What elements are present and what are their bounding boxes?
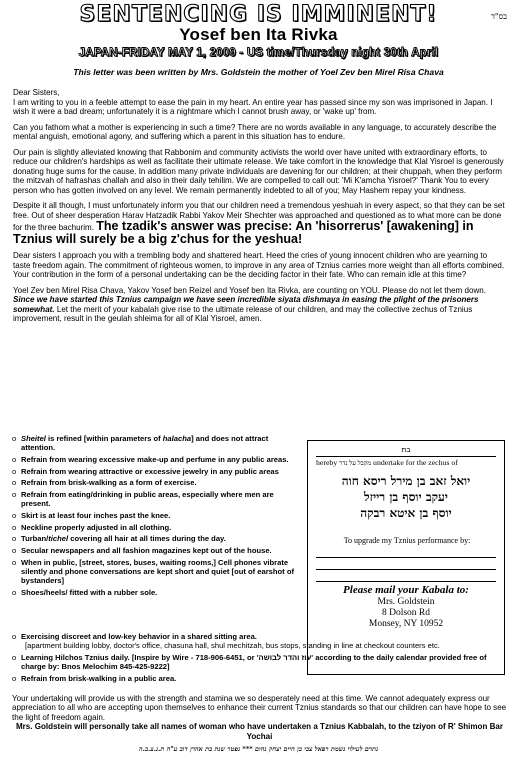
paragraph-1: I am writing to you in a feeble attempt to ease the pain in my heart. An entire year has passed since my son was imprisoned in Japan. I wish it were a bad dream; unfortunately it is a nightmare which I cannot brush away, or 'wake up' from.	[13, 97, 493, 116]
headline: SENTENCING IS IMMINENT!	[79, 2, 438, 27]
bas-label: בת	[401, 447, 411, 454]
item-tail: ] and does not attract attention.	[21, 434, 269, 453]
circle-bullet-icon: o	[12, 652, 17, 662]
prisoner-names-hebrew	[308, 473, 504, 521]
circle-bullet-icon: o	[12, 478, 17, 488]
mailing-address	[308, 584, 504, 630]
mail-title: Please mail your Kabala to:	[343, 584, 469, 596]
circle-bullet-icon: o	[12, 534, 17, 544]
bsd-mark: בס"ד	[491, 12, 507, 21]
item-text: Exercising discreet and low-key behavior in a shared sitting area.	[21, 632, 257, 641]
kabbalah-form	[307, 440, 505, 675]
item-text: Refrain from brisk-walking as a form of exercise.	[21, 478, 197, 488]
item-text: Refrain from brisk-walking in a public area.	[21, 673, 177, 683]
letter-body	[13, 88, 505, 330]
upgrade-field[interactable]	[316, 581, 496, 582]
item-text: When in public, [street, stores, buses, waiting rooms,] Cell phones vibrate silently and phone conversations are kept short and quiet [out of earshot of bystanders]	[21, 557, 294, 586]
prisoner-name: Yosef ben Ita Rivka	[179, 25, 338, 44]
circle-bullet-icon: o	[12, 673, 17, 683]
address-line: Mrs. Goldstein	[377, 597, 435, 607]
item-text: Learning Hilchos Tznius daily. [Inspire by Wire - 718-906-6451, or 'עוז והדר לבושה' according to the daily calendar provided free of charge by: Bnos Melochim 845-425-9222]	[21, 652, 487, 672]
circle-bullet-icon: o	[12, 510, 17, 520]
circle-bullet-icon: o	[12, 434, 17, 443]
item-italic: tichel	[48, 534, 69, 544]
item-lead: Sheitel	[21, 434, 46, 443]
address-line: 8 Dolson Rd	[381, 608, 431, 618]
hereby-prefix: hereby	[316, 458, 338, 467]
paragraph-4	[13, 201, 505, 245]
item-text: Refrain from eating/drinking in public areas, especially where men are present.	[21, 490, 274, 509]
paragraph-3: Our pain is slightly alleviated knowing that Rabbonim and community activists the world over have united with extraordinary efforts, to reduce our children's hardships as well as facilitate their ultimate release. We take comfort in the knowledge that Klal Yisroel is generously donating huge sums for the cause. In addition many private individuals are davening for our children; at their chuppah, when they perform the mitzvah of hafrashas challah and also in their daily tehilim. We are compelled to call out: 'Mi K'amcha Yisroel?' Thank You to every person who has gotten involved on any level. We remain permanently indebted to all of you; May Hashem repay your kindness.	[13, 147, 504, 195]
hereby-hebrew: מקבל על נדר	[339, 460, 372, 467]
greeting: Dear Sisters,	[13, 88, 60, 97]
tznius-checklist	[12, 434, 302, 600]
list-item	[12, 558, 302, 586]
upgrade-field[interactable]	[316, 569, 496, 570]
hebrew-name: יעקב יוסף בן רייזל	[364, 490, 448, 504]
item-text: Shoes/heels/ fitted with a rubber sole.	[21, 587, 158, 597]
tzadik-answer: The tzadik's answer was precise: An 'hisorrerus' [awakening] in Tznius will surely be a big z'chus for the yeshua!	[13, 219, 474, 246]
circle-bullet-icon: o	[12, 466, 17, 476]
item-text: Neckline properly adjusted in all clothing.	[21, 522, 172, 532]
hereby-suffix: undertake for the zechus of	[373, 458, 458, 467]
list-item	[12, 588, 302, 597]
paragraph-5: Dear sisters I approach you with a trembling body and shattered heart. Heed the cries of young innocent children who are yearning to taste freedom again. The commitment of righteous women, to improve in any area of Tznius carries more weight than all efforts combined. Your contribution in the form of a personal undertaking can be the deciding factor in their fate. Who can remain idle at this time?	[13, 251, 505, 279]
list-item	[12, 674, 507, 683]
author-note: This letter was been written by Mrs. Goldstein the mother of Yoel Zev ben Mirel Risa Chava	[73, 67, 444, 77]
upgrade-label: To upgrade my Tznius performance by:	[343, 536, 471, 545]
item-text: is refined [within parameters of	[45, 434, 163, 443]
paragraph-4-text: Despite it all though, I must unfortunately inform you that our children need a tremendous yeshuah in every aspect, so that they can be set free. Out of sheer desperation Harav Hatzadik Rabbi Yakov Meir Shechter was approached and questioned as to what more can be done for the three bachurim.	[13, 201, 505, 232]
circle-bullet-icon: o	[12, 454, 17, 464]
list-item	[12, 511, 302, 520]
list-item	[12, 490, 302, 508]
circle-bullet-icon: o	[12, 557, 17, 567]
paragraph-2: Can you fathom what a mother is experiencing in such a time? There are no words available in any language, to accurately describe the mental anguish, emotional agony, and suffering which a parent in this situation has to endure.	[13, 122, 497, 141]
closing-paragraph: Your undertaking will provide us with the strength and stamina we so desperately need at this time. We cannot adequately express our appreciation to all who are accepting upon themselves to enhance their current Tznius standards so that our children can have hope to see the light of freedom again.	[12, 694, 507, 722]
item-text: Refrain from wearing attractive or excessive jewelry in any public areas	[21, 466, 279, 476]
name-field[interactable]	[316, 447, 496, 457]
list-item	[12, 467, 302, 476]
closing-section	[12, 694, 507, 741]
circle-bullet-icon: o	[12, 587, 17, 597]
item-tail: covering all hair at all times during the day.	[68, 534, 226, 544]
hebrew-name: יואל זאב בן מירל ריסא חוה	[341, 474, 471, 488]
hereby-line	[316, 458, 498, 467]
tziyon-note: Mrs. Goldstein will personally take all names of woman who have undertaken a Tznius Kabbalah, to the tziyon of R' Shimon Bar Yochai	[15, 722, 504, 741]
item-italic: halacha	[162, 434, 192, 443]
list-item	[12, 546, 302, 555]
address-line: Monsey, NY 10952	[368, 619, 444, 629]
item-text: Turban/	[21, 534, 49, 544]
circle-bullet-icon: o	[12, 632, 17, 641]
item-text: Skirt is at least four inches past the knee.	[21, 510, 171, 520]
circle-bullet-icon: o	[12, 546, 17, 556]
list-item	[12, 523, 302, 532]
upgrade-field[interactable]	[316, 557, 496, 558]
list-item	[12, 534, 302, 543]
paragraph-6-italic: Since we have started this Tznius campaign we have seen incredible siyata dishmaya in easing the plight of the prisoners somewhat.	[13, 295, 479, 314]
item-subtext: [apartment building lobby, doctor's office, chasuna hall, shul mechitzah, bus stops, standing in line at checkout counters etc.	[25, 641, 440, 651]
paragraph-6-end: Let the merit of your kabalah give rise to the ultimate release of our children, and may the collective zechus of Tznius improvement, result in the geulah shleima for all of Klal Yisroel, amen.	[13, 304, 473, 323]
item-text: Secular newspapers and all fashion magazines kept out of the house.	[21, 546, 272, 556]
paragraph-6-text: Yoel Zev ben Mirel Risa Chava, Yakov Yosef ben Reizel and Yosef ben Ita Rivka, are counting on YOU. Please do not let them down.	[13, 285, 486, 295]
circle-bullet-icon: o	[12, 490, 17, 500]
dedication-footer: נתרם לעילוי נשמת רפאל צבי בן חיים יצחק נחום *** נפטר שנת בת אהרן דוב ע"ה ת.נ.צ.ב.ה	[138, 745, 379, 753]
hebrew-name: יוסף בן איטא רבקה	[360, 506, 452, 520]
item-text: Refrain from wearing excessive make-up and perfume in any public areas.	[21, 454, 289, 464]
paragraph-6	[13, 286, 505, 324]
list-item	[12, 434, 302, 452]
list-item	[12, 455, 302, 464]
circle-bullet-icon: o	[12, 522, 17, 532]
sentencing-date: JAPAN-FRIDAY MAY 1, 2009 - US time/Thursday night 30th April	[78, 47, 439, 59]
list-item	[12, 478, 302, 487]
